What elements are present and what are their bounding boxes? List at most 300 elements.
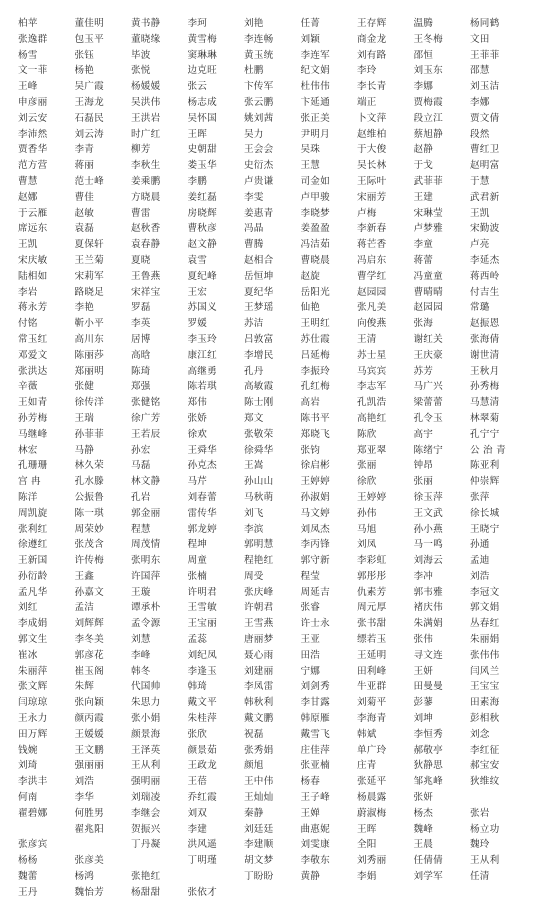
name-cell: 段立江 <box>413 112 443 124</box>
name-cell: 孙宏 <box>131 444 151 456</box>
name-cell: 王泽英 <box>131 744 161 756</box>
name-cell: 卢亮 <box>470 239 490 251</box>
name-cell: 向俊燕 <box>357 318 387 330</box>
name-cell: 常璐 <box>470 302 490 314</box>
name-cell: 李冬美 <box>74 634 104 646</box>
name-cell: 林久荣 <box>74 460 104 472</box>
name-cell: 岳恒坤 <box>244 270 274 282</box>
name-cell: 周元厚 <box>357 602 387 614</box>
name-cell: 朱满娟 <box>413 618 443 630</box>
name-cell: 夏纪峰 <box>187 270 217 282</box>
name-cell: 郭彦花 <box>74 649 104 661</box>
name-cell: 姜红磊 <box>187 191 217 203</box>
name-cell: 翟兆阳 <box>74 823 104 835</box>
name-cell: 张文辉 <box>18 681 48 693</box>
name-cell: 高岩 <box>300 397 321 409</box>
name-cell: 袁春静 <box>131 239 161 251</box>
name-cell: 程坤 <box>187 539 208 551</box>
name-cell: 林翠菊 <box>470 412 500 424</box>
name-cell: 李丙锋 <box>300 539 330 551</box>
name-cell: 秦静 <box>244 807 264 819</box>
name-cell: 戴文鹏 <box>244 713 274 725</box>
name-cell: 曹红卫 <box>470 144 500 156</box>
name-cell: 张钰 <box>74 49 95 61</box>
name-cell: 曹腾 <box>244 239 264 251</box>
name-cell: 高敏霞 <box>244 381 274 393</box>
name-cell: 孙克杰 <box>187 460 217 472</box>
name-cell: 王婵 <box>300 807 321 819</box>
name-cell: 于大俊 <box>357 144 387 156</box>
name-cell: 程慧 <box>131 523 151 535</box>
name-cell: 高晗 <box>131 349 151 361</box>
name-cell: 张依才 <box>187 886 217 898</box>
name-cell: 林宏 <box>18 444 38 456</box>
name-cell: 郭明慧 <box>244 539 274 551</box>
name-cell: 刘菊平 <box>357 697 387 709</box>
name-cell: 陈书平 <box>300 412 330 424</box>
name-cell: 李娜 <box>413 81 434 93</box>
name-cell: 夏保轩 <box>74 239 104 251</box>
name-cell: 陈士刚 <box>244 397 274 409</box>
name-cell: 王菲菲 <box>470 49 500 61</box>
name-cell: 李增民 <box>244 349 274 361</box>
name-cell: 强丽丽 <box>74 760 104 772</box>
name-cell: 马芹 <box>187 476 208 488</box>
name-cell: 丁盼盼 <box>244 871 274 883</box>
name-cell: 郭文娟 <box>470 602 500 614</box>
name-cell: 蒋蕾 <box>413 254 434 266</box>
name-cell: 赵旋 <box>300 270 321 282</box>
name-cell: 姚刘茜 <box>244 112 274 124</box>
name-cell: 李逢玉 <box>187 665 217 677</box>
name-cell: 杨甜甜 <box>131 886 161 898</box>
name-cell: 武菲菲 <box>413 175 443 187</box>
name-cell: 蒋丽 <box>74 160 95 172</box>
name-cell <box>18 822 75 838</box>
name-cell: 王凯 <box>18 239 38 251</box>
name-cell: 周延吉 <box>300 586 330 598</box>
name-cell: 王雪敏 <box>187 602 217 614</box>
name-cell: 段然 <box>470 128 490 140</box>
name-cell: 仇素芳 <box>357 586 387 598</box>
name-cell: 颜旭 <box>244 760 264 772</box>
name-cell: 刘浩 <box>74 776 95 788</box>
name-cell: 刘雯康 <box>300 839 330 851</box>
name-cell: 张小娟 <box>131 713 161 725</box>
name-cell: 胡文梦 <box>244 855 274 867</box>
name-cell: 吴珠 <box>300 144 321 156</box>
name-cell: 陈洋 <box>18 491 38 503</box>
name-cell: 孔宁宁 <box>470 428 500 440</box>
name-cell: 吴力 <box>244 128 264 140</box>
name-cell: 付吉生 <box>470 286 500 298</box>
name-cell: 孟洁 <box>74 602 95 614</box>
name-cell: 王如青 <box>18 397 48 409</box>
name-cell: 钟昂 <box>413 460 434 472</box>
name-cell: 苏洁 <box>244 318 264 330</box>
name-cell: 戴雪飞 <box>300 728 330 740</box>
name-cell: 冯启东 <box>357 254 387 266</box>
name-cell: 居博 <box>131 333 151 345</box>
name-cell: 赵秋香 <box>131 223 161 235</box>
name-cell: 张云 <box>187 81 208 93</box>
name-cell: 颜丙霞 <box>74 713 104 725</box>
name-cell: 孟蕊 <box>187 634 208 646</box>
name-cell: 娄玉华 <box>187 160 217 172</box>
name-cell: 杨同鹤 <box>470 18 500 29</box>
name-cell: 李红征 <box>470 744 500 756</box>
name-cell: 蒋西岭 <box>470 270 500 282</box>
name-cell: 王晨 <box>413 839 434 851</box>
name-cell: 曲惠妮 <box>300 823 330 835</box>
name-cell: 王从利 <box>131 760 161 772</box>
name-cell: 牛亚群 <box>357 681 387 693</box>
name-cell: 李冠文 <box>470 586 500 598</box>
name-cell: 范士峰 <box>74 175 104 187</box>
name-cell: 孙嘉文 <box>74 586 104 598</box>
name-cell: 谭承朴 <box>131 602 161 614</box>
name-cell: 张妍 <box>413 792 434 804</box>
name-cell: 杨媛媛 <box>131 81 161 93</box>
name-cell: 王洪岩 <box>131 112 161 124</box>
name-cell: 张庆峰 <box>244 586 274 598</box>
name-cell: 邓爱文 <box>18 349 48 361</box>
name-cell: 黄玉统 <box>244 49 274 61</box>
name-cell: 张钧 <box>300 444 321 456</box>
name-cell: 刘学军 <box>413 871 443 883</box>
name-cell: 宋莉军 <box>74 270 104 282</box>
name-cell: 张亚楠 <box>300 760 330 772</box>
name-cell: 宋庆敏 <box>18 254 48 266</box>
name-cell: 赵娜 <box>18 191 38 203</box>
name-cell: 何胜男 <box>74 807 104 819</box>
name-cell: 谢红关 <box>413 333 443 345</box>
name-cell: 杨立功 <box>470 823 500 835</box>
name-cell: 田素海 <box>470 697 500 709</box>
name-cell: 徐玉萍 <box>413 491 443 503</box>
name-cell: 张欣 <box>187 728 208 740</box>
name-cell: 李滨 <box>244 523 264 535</box>
name-cell: 邵恒 <box>413 49 434 61</box>
name-cell: 徐广芳 <box>131 412 161 424</box>
name-cell: 仙艳 <box>300 302 321 314</box>
name-cell: 王妍 <box>413 665 434 677</box>
name-cell: 王慧 <box>300 160 321 172</box>
name-cell: 文一菲 <box>18 65 48 77</box>
name-cell: 卢梅 <box>357 207 377 219</box>
name-cell: 张秀娟 <box>244 744 274 756</box>
name-cell: 李恒秀 <box>413 728 443 740</box>
name-cell: 何南 <box>18 792 38 804</box>
name-cell: 范方营 <box>18 160 48 172</box>
name-cell: 夏晓 <box>131 254 151 266</box>
name-cell: 程莹 <box>300 570 321 582</box>
name-cell <box>470 790 527 806</box>
name-cell: 杨晨露 <box>357 792 387 804</box>
name-cell: 吴洪伟 <box>131 96 161 108</box>
name-cell: 尹明月 <box>300 128 330 140</box>
name-cell: 赵维柏 <box>357 128 387 140</box>
name-cell: 王婷婷 <box>357 491 387 503</box>
name-cell: 王鲁燕 <box>131 270 161 282</box>
name-cell: 李峰 <box>131 649 151 661</box>
name-cell: 杜伟伟 <box>300 81 330 93</box>
name-cell: 马一鸣 <box>413 539 443 551</box>
name-cell: 赵振恩 <box>470 318 500 330</box>
name-cell: 朱思力 <box>131 697 161 709</box>
name-cell: 张茂含 <box>74 539 104 551</box>
name-cell: 路晓足 <box>74 286 104 298</box>
name-cell: 高继勇 <box>187 365 217 377</box>
name-cell: 宋勤波 <box>470 223 500 235</box>
name-cell: 林文静 <box>131 476 161 488</box>
name-cell: 于慧 <box>470 175 490 187</box>
name-cell: 李成娟 <box>18 618 48 630</box>
name-cell: 郑文 <box>244 412 264 424</box>
name-cell: 丛春红 <box>470 618 500 630</box>
name-cell: 李敬东 <box>300 855 330 867</box>
name-cell: 徐欢 <box>187 428 208 440</box>
name-cell: 李珂 <box>187 18 208 29</box>
name-cell: 李建 <box>187 823 208 835</box>
name-cell: 张海倩 <box>470 333 500 345</box>
name-cell: 王文武 <box>413 507 443 519</box>
name-cell: 吴怀国 <box>187 112 217 124</box>
name-cell: 孔岩 <box>131 491 151 503</box>
name-cell: 时广红 <box>131 128 161 140</box>
name-cell: 狄静思 <box>413 760 443 772</box>
name-cell: 张延平 <box>357 776 387 788</box>
name-cell: 刘廷廷 <box>244 823 274 835</box>
name-cell: 周荣妙 <box>74 523 104 535</box>
name-cell: 张彦美 <box>74 855 104 867</box>
name-cell: 张丽 <box>413 476 434 488</box>
name-cell: 李冲 <box>413 570 434 582</box>
name-cell: 贾文倩 <box>470 112 500 124</box>
name-cell: 邵慧 <box>470 65 490 77</box>
name-cell: 徐舜华 <box>244 444 274 456</box>
name-cell: 刘慧 <box>131 634 151 646</box>
name-cell: 雷传华 <box>187 507 217 519</box>
name-cell: 孟令源 <box>131 618 161 630</box>
name-cell: 魏怡芳 <box>74 886 104 898</box>
name-cell: 韩斌 <box>357 728 377 740</box>
name-cell: 李玉玲 <box>187 333 217 345</box>
name-cell: 陈丽莎 <box>74 349 104 361</box>
name-cell: 郭金丽 <box>131 507 161 519</box>
name-cell: 李娟 <box>357 871 377 883</box>
name-cell: 徐遵红 <box>18 539 48 551</box>
name-cell: 孔红梅 <box>300 381 330 393</box>
name-cell: 赵明富 <box>470 160 500 172</box>
name-cell: 王鑫 <box>74 570 95 582</box>
name-cell: 王政龙 <box>187 760 217 772</box>
name-cell: 杨杰 <box>413 807 434 819</box>
name-cell: 徐欣 <box>357 476 377 488</box>
name-cell: 刘建丽 <box>244 665 274 677</box>
name-cell: 王会会 <box>244 144 274 156</box>
name-cell: 孟凡华 <box>18 586 48 598</box>
name-cell: 刘有路 <box>357 49 387 61</box>
name-cell: 李振玲 <box>300 365 330 377</box>
name-cell: 王灿灿 <box>244 792 274 804</box>
name-cell: 李岩 <box>18 286 38 298</box>
name-cell: 张云鹏 <box>244 96 274 108</box>
name-cell: 周受 <box>244 570 264 582</box>
name-cell: 孙衍龄 <box>18 570 48 582</box>
name-cell: 李新春 <box>357 223 387 235</box>
name-cell: 唐丽梦 <box>244 634 274 646</box>
name-cell: 姜惠青 <box>244 207 274 219</box>
name-cell: 刘云涛 <box>74 128 104 140</box>
name-cell: 田曼曼 <box>413 681 443 693</box>
name-cell: 谢世清 <box>470 349 500 361</box>
name-cell <box>131 853 188 869</box>
name-cell: 李洪丰 <box>18 776 48 788</box>
name-cell: 蔡旭静 <box>413 128 443 140</box>
name-cell: 刘红 <box>18 602 38 614</box>
name-cell: 申彦丽 <box>18 96 48 108</box>
name-cell: 张悦 <box>131 65 151 77</box>
name-cell: 端正 <box>357 96 377 108</box>
name-cell: 曹晓晨 <box>300 254 330 266</box>
name-cell: 徐传洋 <box>74 397 104 409</box>
name-cell: 卢贵谦 <box>244 175 274 187</box>
name-cell: 任倩倩 <box>413 855 443 867</box>
name-cell: 宫 冉 <box>18 476 41 488</box>
name-cell: 朱桂萍 <box>187 713 217 725</box>
name-cell: 刘坤 <box>413 713 434 725</box>
name-cell: 刘凤 <box>357 539 377 551</box>
name-cell: 贺振兴 <box>131 823 161 835</box>
name-cell: 杨雪 <box>18 49 38 61</box>
name-cell: 王子峰 <box>300 792 330 804</box>
name-cell: 王新国 <box>18 555 48 567</box>
name-cell: 祝磊 <box>244 728 264 740</box>
name-cell: 孙秀梅 <box>470 381 500 393</box>
name-cell: 庄青 <box>357 760 377 772</box>
name-cell: 席远东 <box>18 223 48 235</box>
name-cell: 孔水滕 <box>74 476 104 488</box>
name-cell: 王璇 <box>131 586 151 598</box>
name-cell: 冯童童 <box>413 270 443 282</box>
name-cell: 张娇 <box>187 412 208 424</box>
name-cell: 马秋萌 <box>244 491 274 503</box>
name-cell: 陈绪宁 <box>413 444 443 456</box>
name-cell: 许士永 <box>300 618 330 630</box>
name-cell: 赵文静 <box>187 239 217 251</box>
name-cell: 高川东 <box>74 333 104 345</box>
name-cell: 李凤雷 <box>244 681 274 693</box>
name-cell: 姜盈盈 <box>300 223 330 235</box>
name-cell: 王文鹏 <box>74 744 104 756</box>
name-cell: 杜鹏 <box>244 65 264 77</box>
name-cell: 蔚淑梅 <box>357 807 387 819</box>
name-cell: 杨杨 <box>18 855 38 867</box>
name-cell: 缥若玉 <box>357 634 387 646</box>
name-cell: 柳芳 <box>131 144 151 156</box>
name-cell: 郑伟 <box>187 397 208 409</box>
name-cell: 刘纪凤 <box>187 649 217 661</box>
name-cell: 陈琦 <box>131 365 151 377</box>
name-cell: 周茂情 <box>131 539 161 551</box>
name-cell: 张健铭 <box>131 397 161 409</box>
name-cell: 杨志成 <box>187 96 217 108</box>
name-cell: 郭彤彤 <box>357 570 387 582</box>
name-cell: 于戈 <box>413 160 434 172</box>
name-cell: 王梦瑶 <box>244 302 274 314</box>
name-cell: 刘云安 <box>18 112 48 124</box>
name-cell: 田利峰 <box>357 665 387 677</box>
name-cell: 方晓晨 <box>131 191 161 203</box>
name-cell: 马广兴 <box>413 381 443 393</box>
name-cell: 王明红 <box>300 318 330 330</box>
name-cell: 陈若琪 <box>187 381 217 393</box>
name-cell: 闫琼琼 <box>18 697 48 709</box>
name-cell: 常玉红 <box>18 333 48 345</box>
name-cell: 李甘露 <box>300 697 330 709</box>
name-cell: 朱辉 <box>74 681 95 693</box>
name-cell: 刘玉洁 <box>470 81 500 93</box>
name-cell: 全阳 <box>357 839 377 851</box>
name-cell: 郭守新 <box>300 555 330 567</box>
name-cell: 张彦宾 <box>18 839 48 851</box>
name-cell: 刘海云 <box>413 555 443 567</box>
name-cell: 苏芳 <box>413 365 434 377</box>
name-cell: 王晖 <box>187 128 208 140</box>
name-cell: 彭蓼 <box>413 697 434 709</box>
name-cell: 张利红 <box>18 523 48 535</box>
name-cell: 王冬梅 <box>413 33 443 45</box>
name-cell: 李彩虹 <box>357 555 387 567</box>
name-cell: 卢梦雅 <box>413 223 443 235</box>
name-cell: 王媛媛 <box>74 728 104 740</box>
name-cell: 朱丽萍 <box>18 665 48 677</box>
name-cell: 吕敦富 <box>244 333 274 345</box>
name-cell <box>188 869 245 885</box>
name-cell: 陈一琪 <box>74 507 104 519</box>
name-cell: 宋祥宝 <box>131 286 161 298</box>
name-cell: 孔凯浩 <box>357 397 387 409</box>
name-cell: 卞传军 <box>244 81 274 93</box>
name-cell: 郑强 <box>131 381 151 393</box>
name-cell: 周童 <box>187 555 208 567</box>
name-cell: 张岩 <box>470 807 490 819</box>
name-cell: 褚庆伟 <box>413 602 443 614</box>
name-cell: 高宇 <box>413 428 434 440</box>
name-cell: 张楠 <box>187 570 208 582</box>
name-cell: 李建顺 <box>244 839 274 851</box>
name-cell: 曹佳 <box>74 191 95 203</box>
name-cell: 张艳红 <box>131 871 161 883</box>
name-cell: 孙通 <box>470 539 490 551</box>
name-cell: 吴长林 <box>357 160 387 172</box>
name-cell: 王兰菊 <box>74 254 104 266</box>
name-cell: 郑丽明 <box>74 365 104 377</box>
name-cell: 张明东 <box>131 555 161 567</box>
name-cell: 苏士星 <box>357 349 387 361</box>
name-cell: 刘艳 <box>244 18 264 29</box>
name-cell: 孙芳梅 <box>18 412 48 424</box>
name-cell: 罗磊 <box>131 302 151 314</box>
name-cell: 董佳明 <box>74 18 104 29</box>
name-cell: 李长青 <box>357 81 387 93</box>
name-cell: 柏苹 <box>18 18 38 29</box>
name-cell: 孟迪 <box>470 555 490 567</box>
name-cell: 马旭 <box>357 523 377 535</box>
name-cell: 赵静 <box>413 144 434 156</box>
name-cell: 马静 <box>74 444 95 456</box>
